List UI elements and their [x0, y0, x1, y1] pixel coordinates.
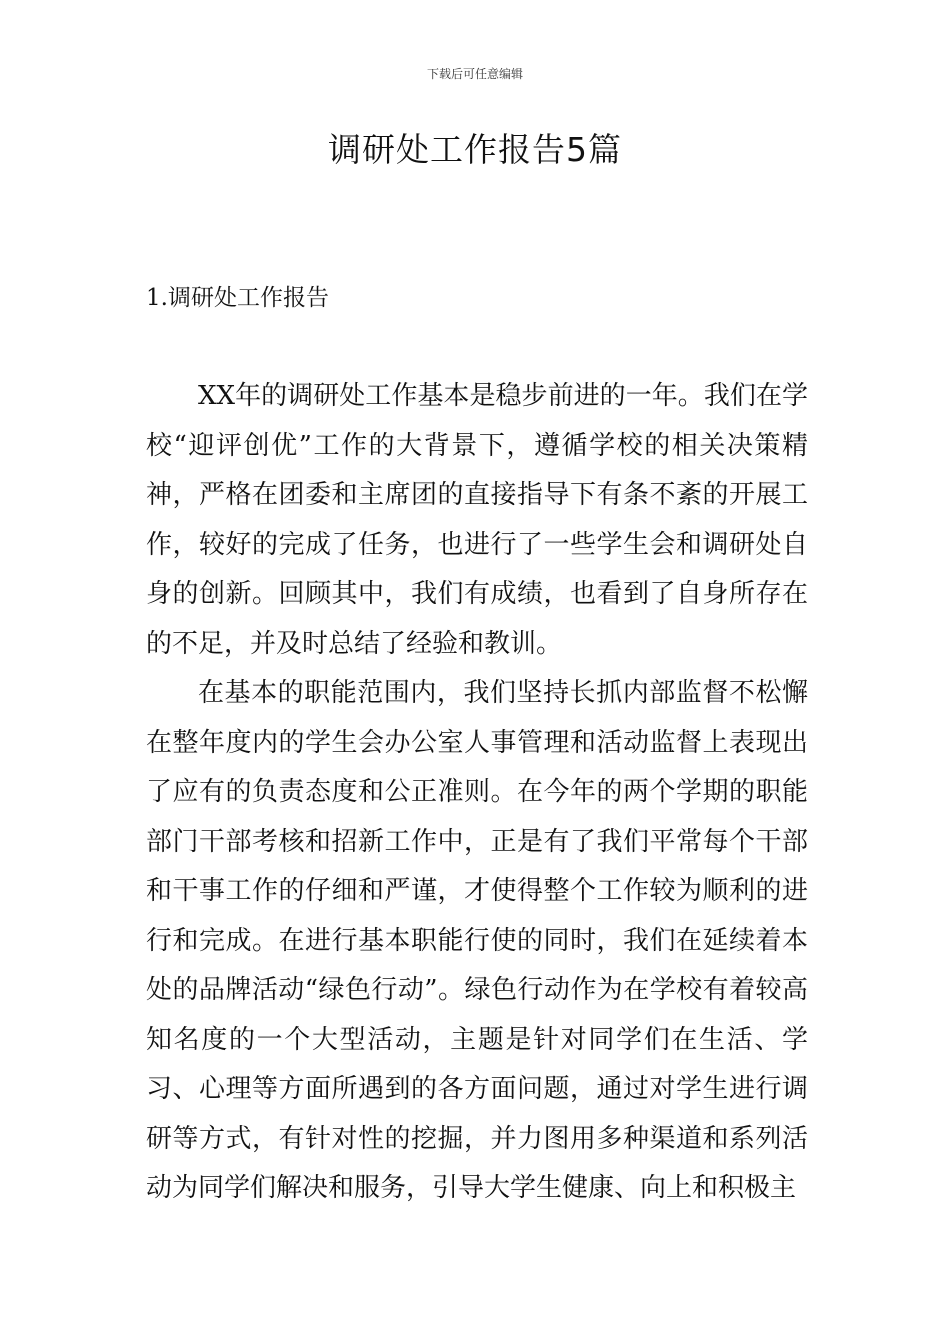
document-title: 调研处工作报告5篇 [328, 130, 622, 169]
section-heading: 1.调研处工作报告 [146, 285, 329, 311]
paragraph-1: XX年的调研处工作基本是稳步前进的一年。我们在学校“迎评创优”工作的大背景下，遵循学校的相关决策精神，严格在团委和主席团的直接指导下有条不紊的开展工作，较好的完成了任务，也进行了一些学生会和调研处自身的创新。回顾其中，我们有成绩，也看到了自身所存在的不足，并及时总结了经验和教训。 [146, 381, 808, 659]
header-note: 下载后可任意编辑 [426, 67, 523, 81]
paragraph-2: 在基本的职能范围内，我们坚持长抓内部监督不松懈在整年度内的学生会办公室人事管理和活动监督上表现出了应有的负责态度和公正准则。在今年的两个学期的职能部门干部考核和招新工作中，正是有了我们平常每个干部和干事工作的仔细和严谨，才使得整个工作较为顺利的进行和完成。在进行基本职能行使的同时，我们在延续着本处的品牌活动“绿色行动”。绿色行动作为在学校有着较高知名度的一个大型活动，主题是针对同学们在生活、学习、心理等方面所遇到的各方面问题，通过对学生进行调研等方式，有针对性的挖掘，并力图用多种渠道和系列活动为同学们解决和服务，引导大学生健康、向上和积极主 [146, 678, 808, 1203]
body-text [146, 372, 808, 1214]
